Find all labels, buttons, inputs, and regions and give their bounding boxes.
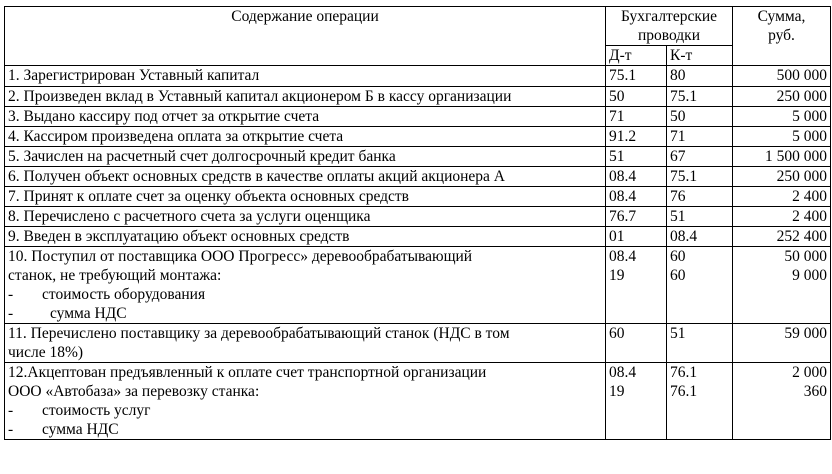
operation-text [5,363,606,440]
operation-text [5,247,606,324]
table-row [5,324,831,363]
dash-marker: - [8,421,14,438]
credit-account: 08.4 [667,227,733,247]
header-sum [733,7,831,66]
debit-account: 91.2 [606,127,667,147]
credit-account: 75.1 [667,87,733,107]
sub-item [8,401,602,420]
operation-text: 9. Введен в эксплуатацию объект основных средств [5,227,606,247]
operation-text: 7. Принят к оплате счет за оценку объекта основных средств [5,187,606,207]
amount [733,363,831,440]
amount-value: 9 000 [792,267,827,284]
table-row [5,247,831,324]
credit-value: 76.1 [670,383,698,400]
credit-value: 60 [670,248,686,265]
table-row [5,187,831,207]
table-row [5,147,831,167]
debit-account: 71 [606,107,667,127]
header-entries-line2: проводки [637,27,701,44]
header-entries [606,7,733,46]
credit-account [667,247,733,324]
sub-item [8,285,602,304]
sub-item-text: сумма НДС [42,421,119,438]
amount-value: 50 000 [784,248,827,265]
credit-account: 75.1 [667,167,733,187]
debit-account: 60 [606,324,667,363]
table-row [5,107,831,127]
operation-line: 10. Поступил от поставщика ООО Прогресс» деревообрабатывающий [8,248,473,265]
table-row [5,87,831,107]
sub-item-text: стоимость услуг [42,402,151,419]
credit-value: 60 [670,267,686,284]
credit-account: 80 [667,66,733,87]
operation-text: 8. Перечислено с расчетного счета за услуги оценщика [5,207,606,227]
amount-value: 360 [803,383,827,400]
operation-text [5,324,606,363]
operation-line: 12.Акцептован предъявленный к оплате счет транспортной организации [8,364,487,381]
table-row [5,227,831,247]
header-credit: К-т [667,46,733,66]
debit-value: 08.4 [609,364,637,381]
header-entries-line1: Бухгалтерские [620,8,718,25]
amount: 5 000 [733,107,831,127]
sub-item [8,304,602,323]
amount: 2 400 [733,207,831,227]
amount: 5 000 [733,127,831,147]
debit-account [606,247,667,324]
table-row [5,363,831,440]
credit-account: 71 [667,127,733,147]
header-debit: Д-т [606,46,667,66]
debit-value: 08.4 [609,248,637,265]
operations-table [4,6,831,440]
debit-account: 75.1 [606,66,667,87]
dash-marker: - [8,402,14,419]
debit-account: 51 [606,147,667,167]
header-sum-line1: Сумма, [757,8,806,25]
amount: 250 000 [733,87,831,107]
debit-account: 08.4 [606,187,667,207]
amount: 252 400 [733,227,831,247]
operation-line: ООО «Автобаза» за перевозку станка: [8,383,260,400]
operation-text: 4. Кассиром произведена оплата за открытие счета [5,127,606,147]
header-sum-line2: руб. [768,27,795,44]
credit-account: 67 [667,147,733,167]
operation-line: станок, не требующий монтажа: [8,267,222,284]
credit-account: 51 [667,324,733,363]
debit-account: 08.4 [606,167,667,187]
debit-account: 50 [606,87,667,107]
table-row [5,127,831,147]
operation-line: 11. Перечислено поставщику за деревообрабатывающий станок (НДС в том [8,325,510,342]
credit-account: 50 [667,107,733,127]
dash-marker: - [8,305,14,322]
credit-value: 76.1 [670,364,698,381]
operation-line: числе 18%) [8,344,84,361]
amount: 250 000 [733,167,831,187]
header-row [5,7,831,46]
operation-text: 1. Зарегистрирован Уставный капитал [5,66,606,87]
table-row [5,66,831,87]
header-operation: Содержание операции [5,7,606,66]
amount-value: 2 000 [792,364,827,381]
operation-text: 6. Получен объект основных средств в качестве оплаты акций акционера А [5,167,606,187]
operation-text: 5. Зачислен на расчетный счет долгосрочный кредит банка [5,147,606,167]
debit-account [606,363,667,440]
operation-text: 3. Выдано кассиру под отчет за открытие счета [5,107,606,127]
sub-item-text: сумма НДС [50,305,127,322]
operation-text: 2. Произведен вклад в Уставный капитал акционером Б в кассу организации [5,87,606,107]
amount: 500 000 [733,66,831,87]
dash-marker: - [8,286,14,303]
sub-item-text: стоимость оборудования [42,286,206,303]
debit-value: 19 [609,267,625,284]
sub-item [8,420,602,439]
amount [733,247,831,324]
credit-account [667,363,733,440]
credit-account: 76 [667,187,733,207]
amount: 2 400 [733,187,831,207]
debit-value: 19 [609,383,625,400]
debit-account: 76.7 [606,207,667,227]
debit-account: 01 [606,227,667,247]
table-row [5,207,831,227]
credit-account: 51 [667,207,733,227]
amount: 59 000 [733,324,831,363]
amount: 1 500 000 [733,147,831,167]
table-row [5,167,831,187]
